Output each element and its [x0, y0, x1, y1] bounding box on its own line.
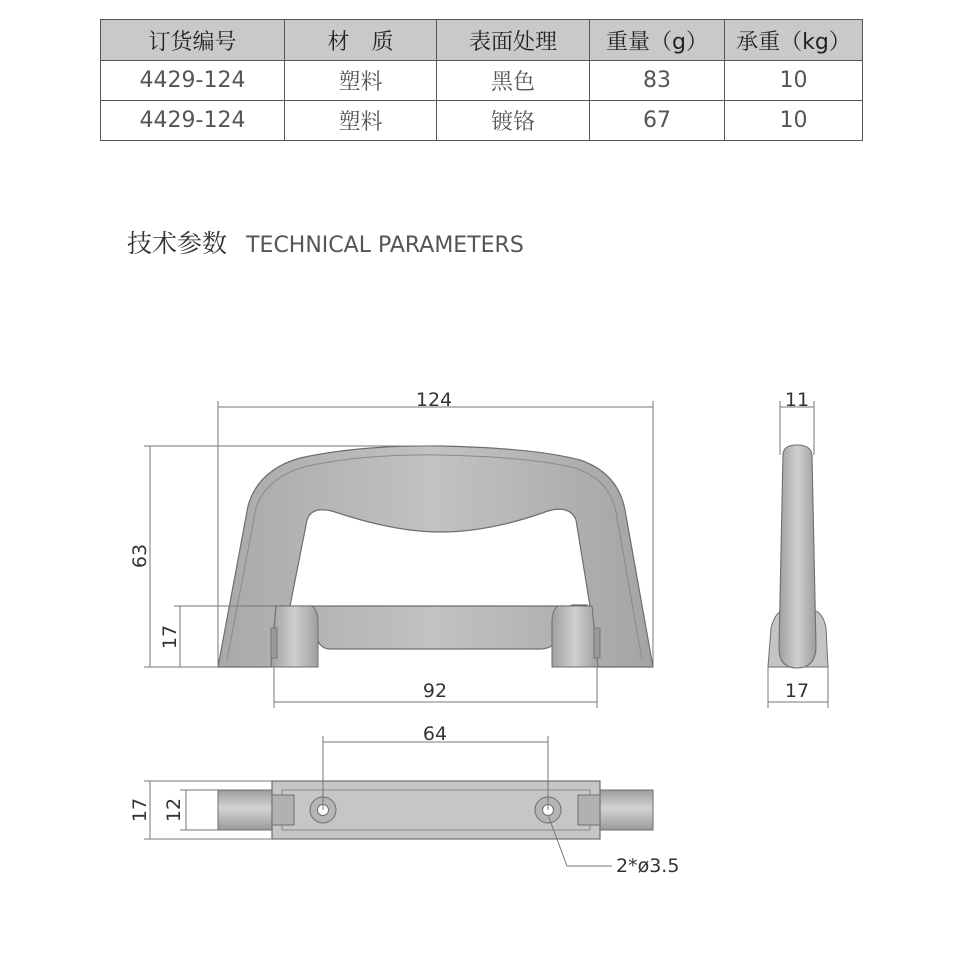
side-handle	[779, 445, 816, 668]
cell-material: 塑料	[285, 101, 437, 141]
left-foot	[271, 606, 318, 667]
dim-outer-height-label: 17	[129, 797, 151, 823]
dim-inner-span-label: 92	[422, 680, 448, 702]
cell-order-number: 4429-124	[101, 101, 285, 141]
section-title-en: TECHNICAL PARAMETERS	[246, 233, 524, 258]
dim-inner-height-label: 12	[163, 797, 185, 823]
dim-height-label: 63	[129, 543, 151, 569]
left-pin	[271, 628, 277, 658]
dim-foot-height-label: 17	[159, 624, 181, 650]
cell-surface-treatment: 黑色	[437, 61, 590, 101]
right-pin	[594, 628, 600, 658]
bottom-view	[129, 723, 679, 877]
dim-width-label: 124	[415, 389, 453, 411]
left-end-cap	[272, 795, 294, 825]
cell-weight: 83	[590, 61, 725, 101]
cell-weight: 67	[590, 101, 725, 141]
header-weight: 重量（g）	[590, 20, 725, 61]
dim-thickness-label: 11	[784, 389, 810, 411]
front-view	[129, 389, 653, 708]
header-order-number: 订货编号	[101, 20, 285, 61]
cell-order-number: 4429-124	[101, 61, 285, 101]
cell-surface-treatment: 镀铬	[437, 101, 590, 141]
header-load: 承重（kg）	[725, 20, 863, 61]
right-foot	[552, 606, 598, 667]
cell-material: 塑料	[285, 61, 437, 101]
right-end-cap	[578, 795, 600, 825]
dim-base-label: 17	[784, 680, 810, 702]
left-cylinder	[218, 790, 272, 830]
cell-load: 10	[725, 101, 863, 141]
side-view	[768, 389, 828, 708]
right-cylinder	[600, 790, 653, 830]
header-surface-treatment: 表面处理	[437, 20, 590, 61]
header-material: 材 质	[285, 20, 437, 61]
section-title-zh: 技术参数	[127, 229, 228, 258]
cell-load: 10	[725, 61, 863, 101]
hole-callout-label: 2*ø3.5	[616, 855, 680, 877]
dim-hole-spacing-label: 64	[422, 723, 448, 745]
